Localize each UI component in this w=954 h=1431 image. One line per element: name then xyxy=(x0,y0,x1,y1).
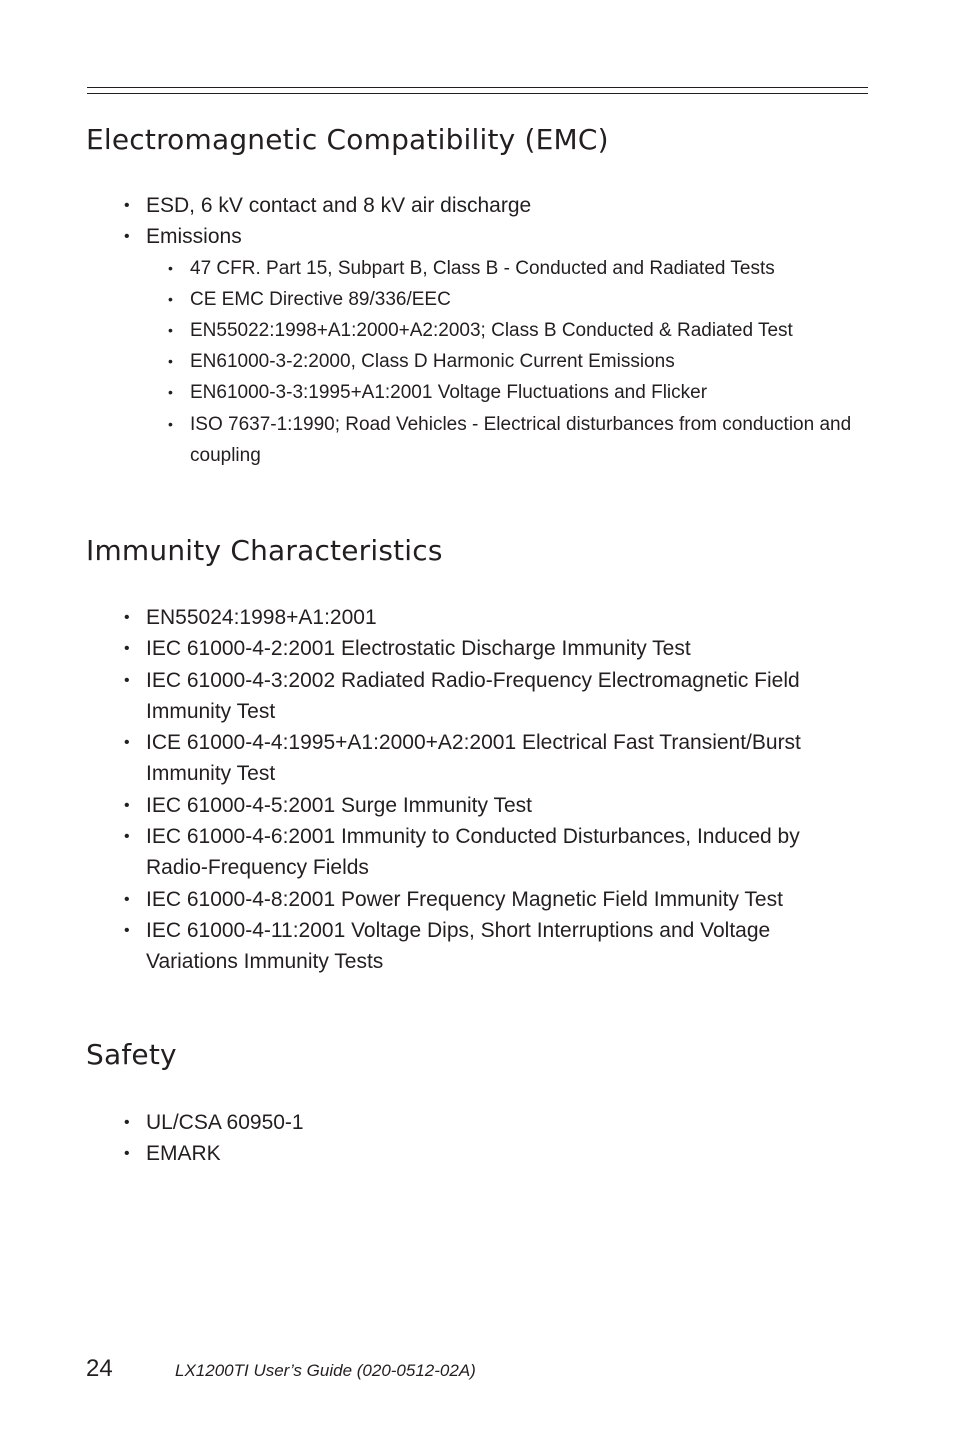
sub-list-item: • 47 CFR. Part 15, Subpart B, Class B - Conducted and Radiated Tests xyxy=(0,253,954,284)
sub-list-item: • EN61000-3-3:1995+A1:2001 Voltage Fluctuations and Flicker xyxy=(0,377,954,408)
list-item: • IEC 61000-4-2:2001 Electrostatic Discharge Immunity Test xyxy=(0,633,954,664)
list-item: • IEC 61000-4-6:2001 Immunity to Conducted Disturbances, Induced by Radio-Frequency Fields xyxy=(0,821,954,884)
section-title-emc: Electromagnetic Compatibility (EMC) xyxy=(86,123,609,156)
emissions-sublist xyxy=(0,253,954,471)
header-rule-top xyxy=(87,87,868,88)
sub-list-item: • EN55022:1998+A1:2000+A2:2003; Class B Conducted & Radiated Test xyxy=(0,315,954,346)
list-item: • IEC 61000-4-5:2001 Surge Immunity Test xyxy=(0,790,954,821)
page-number: 24 xyxy=(86,1355,113,1382)
section-title-immunity: Immunity Characteristics xyxy=(86,534,443,567)
list-item: • EN55024:1998+A1:2001 xyxy=(0,602,954,633)
emc-list xyxy=(0,190,954,471)
list-item: • UL/CSA 60950-1 xyxy=(0,1107,954,1138)
list-item: • ESD, 6 kV contact and 8 kV air discharge xyxy=(0,190,954,221)
list-item: • IEC 61000-4-8:2001 Power Frequency Magnetic Field Immunity Test xyxy=(0,884,954,915)
section-title-safety: Safety xyxy=(86,1038,177,1071)
list-item: • EMARK xyxy=(0,1138,954,1169)
list-item-label: • Emissions xyxy=(0,221,954,252)
list-item: • IEC 61000-4-11:2001 Voltage Dips, Short Interruptions and Voltage Variations Immunity Tests xyxy=(0,915,954,978)
sub-list-item: • EN61000-3-2:2000, Class D Harmonic Current Emissions xyxy=(0,346,954,377)
immunity-list xyxy=(0,602,954,978)
list-item-emissions xyxy=(0,221,954,471)
footer-guide-title: LX1200TI User’s Guide (020-0512-02A) xyxy=(175,1361,476,1380)
sub-list-item: • ISO 7637-1:1990; Road Vehicles - Electrical disturbances from conduction and coupling xyxy=(0,409,954,471)
header-rule-bottom xyxy=(87,93,868,94)
sub-list-item: • CE EMC Directive 89/336/EEC xyxy=(0,284,954,315)
safety-list xyxy=(0,1107,954,1170)
list-item: • ICE 61000-4-4:1995+A1:2000+A2:2001 Electrical Fast Transient/Burst Immunity Test xyxy=(0,727,954,790)
list-item: • IEC 61000-4-3:2002 Radiated Radio-Frequency Electromagnetic Field Immunity Test xyxy=(0,665,954,728)
